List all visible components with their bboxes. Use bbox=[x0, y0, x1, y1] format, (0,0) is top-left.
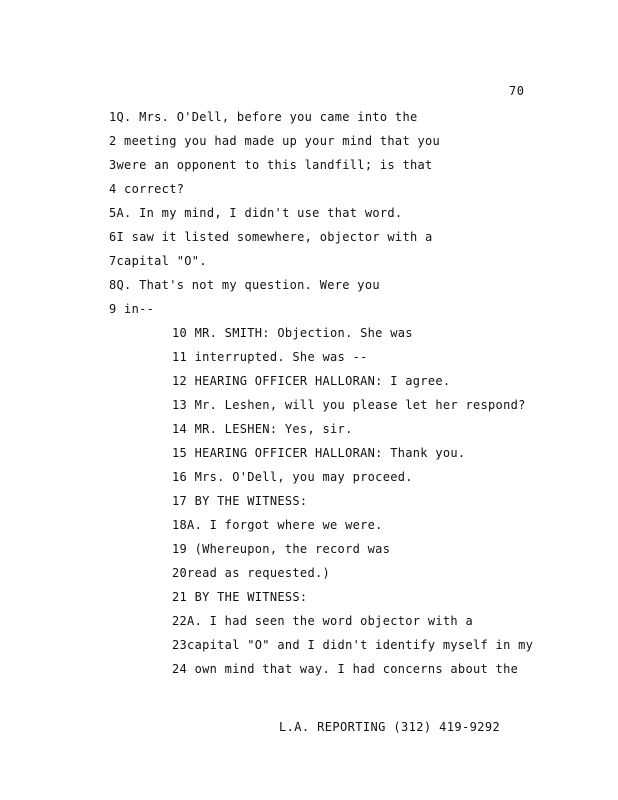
transcript-line-11: 11 interrupted. She was -- bbox=[172, 350, 368, 364]
transcript-line-21: 21 BY THE WITNESS: bbox=[172, 590, 308, 604]
transcript-line-10: 10 MR. SMITH: Objection. She was bbox=[172, 326, 413, 340]
transcript-line-13: 13 Mr. Leshen, will you please let her respond? bbox=[172, 398, 526, 412]
transcript-line-9: 9 in-- bbox=[109, 302, 155, 316]
transcript-line-17: 17 BY THE WITNESS: bbox=[172, 494, 308, 508]
transcript-line-19: 19 (Whereupon, the record was bbox=[172, 542, 391, 556]
transcript-line-14: 14 MR. LESHEN: Yes, sir. bbox=[172, 422, 353, 436]
transcript-line-6: 6I saw it listed somewhere, objector with a bbox=[109, 230, 433, 244]
transcript-line-12: 12 HEARING OFFICER HALLORAN: I agree. bbox=[172, 374, 451, 388]
transcript-line-1: 1Q. Mrs. O'Dell, before you came into the bbox=[109, 110, 418, 124]
transcript-line-8: 8Q. That's not my question. Were you bbox=[109, 278, 380, 292]
transcript-line-24: 24 own mind that way. I had concerns about the bbox=[172, 662, 519, 676]
transcript-line-5: 5A. In my mind, I didn't use that word. bbox=[109, 206, 403, 220]
transcript-line-16: 16 Mrs. O'Dell, you may proceed. bbox=[172, 470, 413, 484]
transcript-line-7: 7capital "O". bbox=[109, 254, 207, 268]
transcript-line-18: 18A. I forgot where we were. bbox=[172, 518, 383, 532]
page-number: 70 bbox=[509, 84, 525, 98]
transcript-line-4: 4 correct? bbox=[109, 182, 185, 196]
transcript-line-3: 3were an opponent to this landfill; is that bbox=[109, 158, 433, 172]
transcript-line-20: 20read as requested.) bbox=[172, 566, 331, 580]
reporter-footer: L.A. REPORTING (312) 419-9292 bbox=[279, 720, 501, 734]
transcript-line-15: 15 HEARING OFFICER HALLORAN: Thank you. bbox=[172, 446, 466, 460]
transcript-line-22: 22A. I had seen the word objector with a bbox=[172, 614, 473, 628]
transcript-line-2: 2 meeting you had made up your mind that you bbox=[109, 134, 441, 148]
transcript-line-23: 23capital "O" and I didn't identify myself in my bbox=[172, 638, 534, 652]
